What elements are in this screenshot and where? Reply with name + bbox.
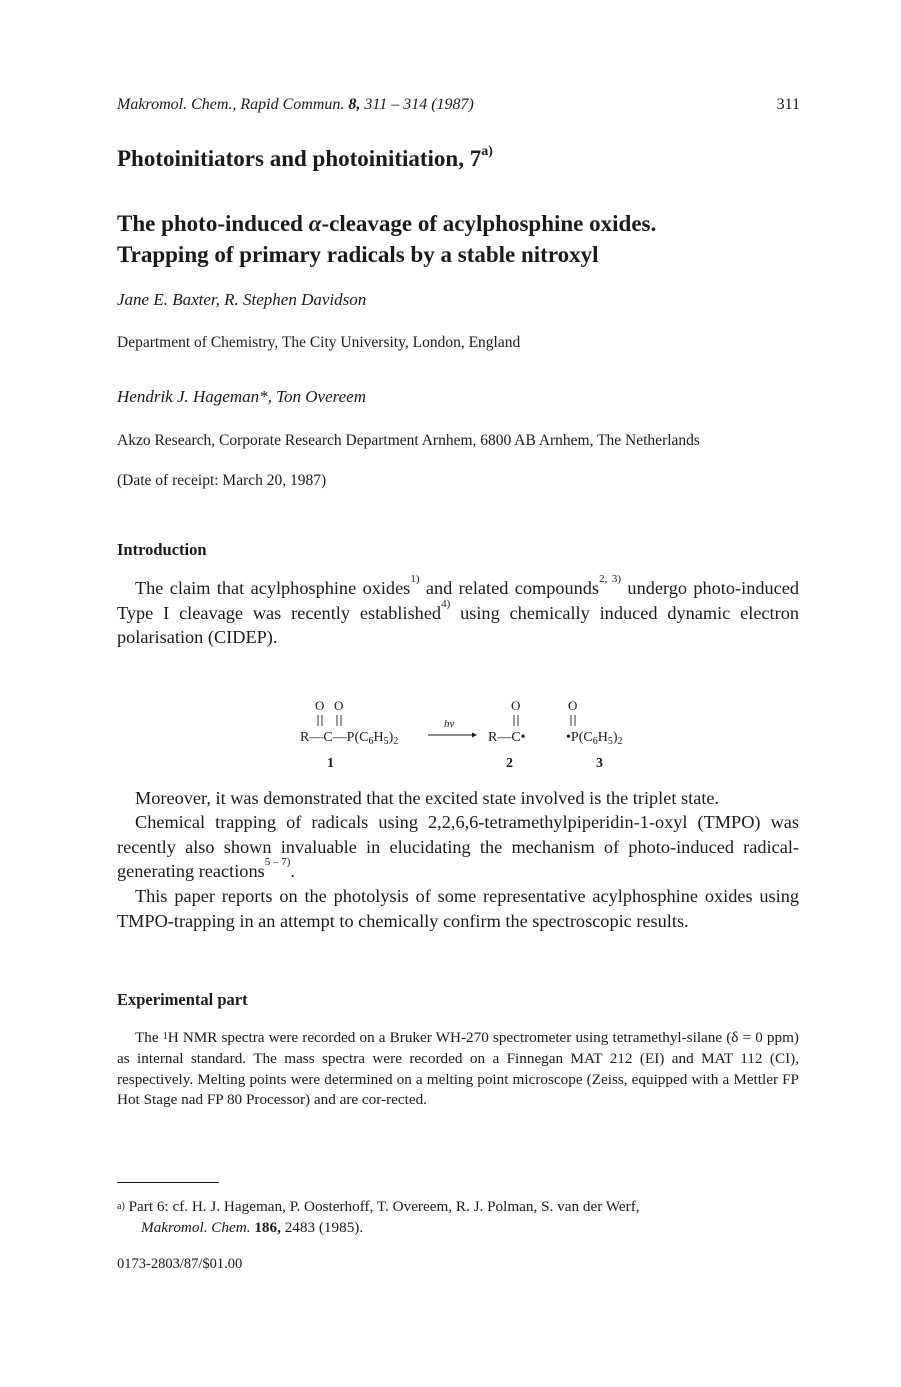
journal-name: Makromol. Chem., Rapid Commun.: [117, 96, 349, 113]
product3-oxygen: O: [568, 698, 578, 713]
footnote-journal: Makromol. Chem.: [141, 1219, 251, 1236]
intro-paragraph-1: [117, 573, 799, 650]
intro-paragraph-2: Moreover, it was demonstrated that the excited state involved is the triplet state.: [135, 788, 720, 808]
affiliation-1: Department of Chemistry, The City University, London, England: [117, 334, 521, 351]
article-title: [117, 208, 817, 270]
reactant-oxygen-1: O: [315, 698, 325, 713]
intro-p3-text: .: [290, 861, 295, 881]
product3-formula: $•P(C_6H_5)_2$: [566, 730, 623, 747]
intro-p3-text: Chemical trapping of radicals using 2,2,6,6-tetramethylpiperidin-1-oxyl (TMPO) was recently also shown invaluable in elucidating the mechanism of photo-induced radical-generating reactions: [117, 812, 799, 881]
journal-volume: 8,: [348, 96, 361, 113]
reaction-scheme-svg: [290, 695, 623, 775]
nmr-isotope-superscript: 1: [162, 1031, 168, 1042]
authors-group-2: Hendrik J. Hageman*, Ton Overeem: [117, 387, 366, 406]
footnote-a: [117, 1196, 799, 1238]
intro-paragraph-4: This paper reports on the photolysis of some representative acylphosphine oxides using TMPO-trapping in an attempt to chemically confirm the spectroscopic results.: [117, 886, 799, 931]
hv-label: hv: [444, 718, 455, 730]
footnote-text: Part 6: cf. H. J. Hageman, P. Oosterhoff, T. Overeem, R. J. Polman, S. van der Werf,: [124, 1198, 640, 1215]
reactant-oxygen-2: O: [334, 698, 344, 713]
page-number: 311: [776, 96, 800, 113]
experimental-text: The: [135, 1029, 163, 1046]
footnote-pages: 2483 (1985).: [280, 1219, 364, 1236]
series-title-text: Photoinitiators and photoinitiation, 7: [117, 146, 482, 171]
intro-p1-text: The claim that acylphosphine oxides: [135, 578, 411, 598]
footnote-line-1: [117, 1196, 799, 1217]
series-footnote-mark[interactable]: a): [481, 144, 493, 160]
reaction-arrow-head: [472, 733, 477, 738]
footnote-mark: a): [117, 1201, 125, 1212]
footnote-line-2: [117, 1217, 799, 1238]
product2-formula: R—C•: [488, 730, 526, 745]
introduction-heading: Introduction: [117, 540, 207, 559]
title-prefix: The photo-induced: [117, 211, 309, 236]
compound-label-1: 1: [327, 756, 334, 771]
intro-p1-text: undergo photo-induced Type I cleavage was recently established: [117, 578, 799, 623]
footnote-rule: [117, 1182, 219, 1183]
running-header-citation: [117, 96, 474, 114]
reference-2-3[interactable]: 2, 3): [599, 573, 622, 585]
experimental-heading: Experimental part: [117, 990, 248, 1009]
experimental-text: H NMR spectra were recorded on a Bruker WH-270 spectrometer using tetramethyl-silane (δ = 0 ppm) as internal standard. The mass spectra were recorded on a Finnegan MAT 212 (EI) and MAT 112 (CI), respectively. Melting points were determined on a melting point microscope (Zeiss, equipped with a Mettler FP Hot Stage nad FP 80 Processor) and are cor-rected.: [117, 1029, 799, 1109]
intro-paragraph-3: [117, 810, 799, 884]
authors-group-1: Jane E. Baxter, R. Stephen Davidson: [117, 290, 367, 309]
affiliation-2: Akzo Research, Corporate Research Department Arnhem, 6800 AB Arnhem, The Netherlands: [117, 432, 700, 449]
series-title: [117, 146, 493, 172]
reference-4[interactable]: 4): [441, 597, 451, 610]
compound-label-2: 2: [506, 756, 513, 771]
issn-price-line: 0173-2803/87/$01.00: [117, 1256, 243, 1272]
journal-pages: 311 – 314 (1987): [360, 96, 474, 113]
intro-p1-text: using chemically induced dynamic electron polarisation (CIDEP).: [117, 602, 799, 647]
compound-label-3: 3: [596, 756, 603, 771]
title-line-2: Trapping of primary radicals by a stable nitroxyl: [117, 242, 599, 267]
title-rest: -cleavage of acylphosphine oxides.: [321, 211, 657, 236]
receipt-date: (Date of receipt: March 20, 1987): [117, 472, 327, 489]
reference-1[interactable]: 1): [410, 573, 420, 585]
product2-oxygen: O: [511, 698, 521, 713]
title-alpha: α: [308, 211, 322, 236]
reference-5-7[interactable]: 5 – 7): [264, 856, 291, 868]
experimental-paragraph-1: [117, 1028, 799, 1111]
reactant-formula: $R—C—P(C_6H_5)_2$: [300, 730, 399, 747]
footnote-volume: 186,: [250, 1219, 281, 1236]
intro-p1-text: and related compounds: [419, 578, 600, 598]
title-line-1: [117, 208, 817, 239]
reaction-scheme: [290, 695, 623, 775]
